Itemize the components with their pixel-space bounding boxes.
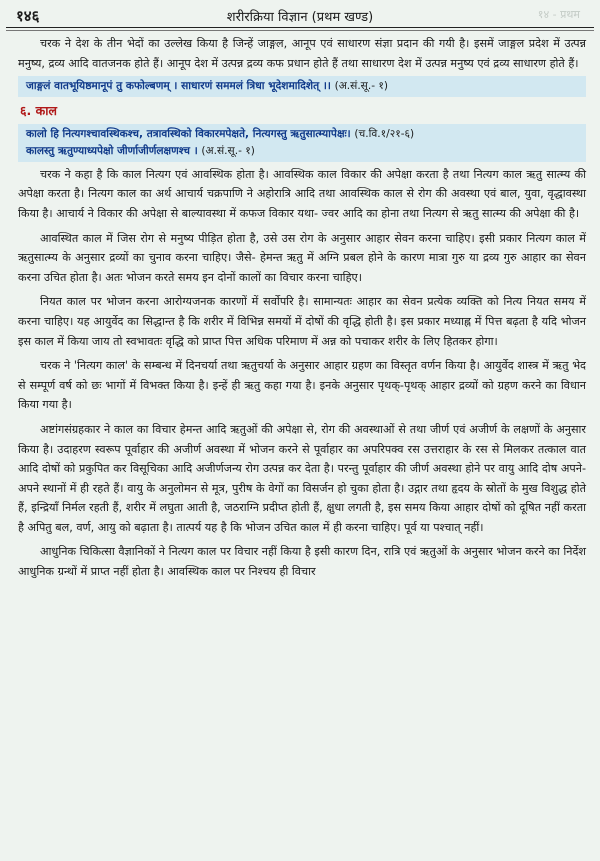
header-rule [6, 27, 594, 28]
sanskrit-verse-kala [18, 124, 586, 162]
sanskrit-verse-jangala [18, 76, 586, 97]
paragraph-modern: आधुनिक चिकित्सा वैज्ञानिकों ने नित्यग काल पर विचार नहीं किया है इसी कारण दिन, रात्रि एवं ऋतुओं के अनुसार भोजन करने का निर्देश आधुनिक ग्रन्थों में प्राप्त नहीं होता है। आवस्थिक काल पर निश्चय ही विचार [18, 545, 586, 579]
book-title: शरीरक्रिया विज्ञान (प्रथम खण्ड) [226, 10, 374, 25]
page-number: १४६ [16, 7, 40, 25]
paragraph-ashtanga: अष्टांगसंग्रहकार ने काल का विचार हेमन्त आदि ऋतुओं की अपेक्षा से, रोग की अवस्थाओं से तथा जीर्ण एवं अजीर्ण के लक्षणों के अनुसार किया है। उदाहरण स्वरूप पूर्वाहार की अजीर्ण अवस्था में भोजन करने से पूर्वाहार का अपरिपक्व रस उत्तराहार के रस से मिलकर तत्काल वात आदि दोषों को प्रकुपित कर विसूचिका आदि अजीर्णजन्य रोग उत्पन्न कर देता है। परन्तु पूर्वाहार की जीर्ण अवस्था होने पर वायु आदि दोष अपने-अपने स्थानों में ही रहते हैं। वायु के अनुलोमन से मूत्र, पुरीष के वेगों का विसर्जन हो चुका होता है। उद्गार तथा हृदय के स्रोतों के मुख विशुद्ध होते हैं, इन्द्रियाँ निर्मल रहती हैं, शरीर में लघुता आती है, जठराग्नि प्रदीप्त होती हैं, क्षुधा लगती है, इस समय किया आहार दोषों को दूषित नहीं करता है अपितु बल, वर्ण, आयु को बढ़ाता है। तात्पर्य यह है कि भोजन उचित काल में ही करना चाहिए। पूर्व या पश्चात् नहीं। [18, 422, 586, 534]
verse-line-1 [26, 126, 578, 143]
header-rule-thin [6, 30, 594, 31]
paragraph-desha: चरक ने देश के तीन भेदों का उल्लेख किया है जिन्हें जाङ्गल, आनूप एवं साधारण संज्ञा प्रदान की गयी है। इसमें जाङ्गल प्रदेश में उत्पन्न मनुष्य, द्रव्य आदि वातजनक होते हैं। आनूप देश में उत्पन्न द्रव्य कफ प्रधान होते हैं तथा साधारण देश में उत्पन्न मनुष्य एवं द्रव्य साधारण होते हैं। [18, 37, 586, 70]
paragraph-niyata-kala: नियत काल पर भोजन करना आरोग्यजनक कारणों में सर्वोपरि है। सामान्यतः आहार का सेवन प्रत्येक व्यक्ति को नित्य नियत समय में करना चाहिए। यह आयुर्वेद का सिद्धान्त है कि शरीर में विभिन्न समयों में दोषों की वृद्धि होती है। इस प्रकार मध्याह्न में पित्त बढ़ता है यदि भोजन इस काल में किया जाय तो स्वभावतः वृद्धि को प्राप्त पित्त अधिक परिमाण में अन्न को पचाकर शरीर के लिए हितकर होगा। [18, 295, 586, 348]
paragraph-nityaga-charaka: चरक ने 'नित्यग काल' के सम्बन्ध में दिनचर्या तथा ऋतुचर्या के अनुसार आहार ग्रहण का विस्तृत वर्णन किया है। आयुर्वेद शास्त्र में ऋतु भेद से सम्पूर्ण वर्ष को छः भागों में विभक्त किया है। इन्हें ही ऋतु कहा गया है। इनके अनुसार पृथक्-पृथक् आहार द्रव्यों को ग्रहण करने का विधान किया गया है। [18, 359, 586, 412]
section-number: ६. [20, 103, 32, 119]
verse-line-2-reference: (अ.सं.सू.- १) [201, 144, 255, 157]
paragraph-kala-types: चरक ने कहा है कि काल नित्यग एवं आवस्थिक होता है। आवस्थिक काल विकार की अपेक्षा करता है तथा नित्यग काल ऋतु सात्म्य की अपेक्षा करता है। नित्यग काल का अर्थ आचार्य चक्रपाणि ने अहोरात्रि आदि तथा आवस्थिक काल से रोग की अवस्था एवं बाल, युवा, वृद्धावस्था किया है। आचार्य ने विकार की अपेक्षा से बाल्यावस्था में कफज विकार यथा- ज्वर आदि का होना तथा नित्यग से ऋतु सात्म्य की अपेक्षा की है। [18, 167, 586, 220]
verse-line-2 [26, 143, 578, 160]
verse-line-1-text: कालो हि नित्यगश्चावस्थिकश्च, तत्रावस्थिको विकारमपेक्षते, नित्यगस्तु ऋतुसात्म्यापेक्षः। [26, 127, 351, 140]
verse-reference: (अ.सं.सू.- १) [334, 80, 389, 93]
main-text [18, 34, 586, 587]
verse-text: जाङ्गलं वातभूयिष्ठमानूपं तु कफोल्बणम् । साधारणं सममलं त्रिधा भूदेशमादिशेत् ।। [26, 80, 331, 93]
section-title: काल [35, 103, 57, 119]
running-header [10, 4, 590, 28]
paragraph-avasthika: आवस्थित काल में जिस रोग से मनुष्य पीड़ित होता है, उसे उस रोग के अनुसार आहार सेवन करना चाहिए। इसी प्रकार नित्यग काल में ऋतुसात्म्य के अनुसार द्रव्यों का चुनाव करना चाहिए। जैसे- हेमन्त ऋतु में अग्नि प्रबल होने के कारण मात्रा गुरु या द्रव्य गुरु आहार का सेवन करना उचित होता है। अतः भोजन करते समय इन दोनों कालों का विचार करना चाहिए। [18, 231, 586, 284]
bleed-through-text: १४ - प्रथम [537, 8, 580, 21]
section-heading [20, 101, 586, 121]
verse-line-2-text: कालस्तु ऋतुण्याध्यपेक्षो जीर्णाजीर्णलक्षणश्च । [26, 144, 198, 157]
verse-line-1-reference: (च.वि.१/२१-६) [354, 127, 415, 140]
